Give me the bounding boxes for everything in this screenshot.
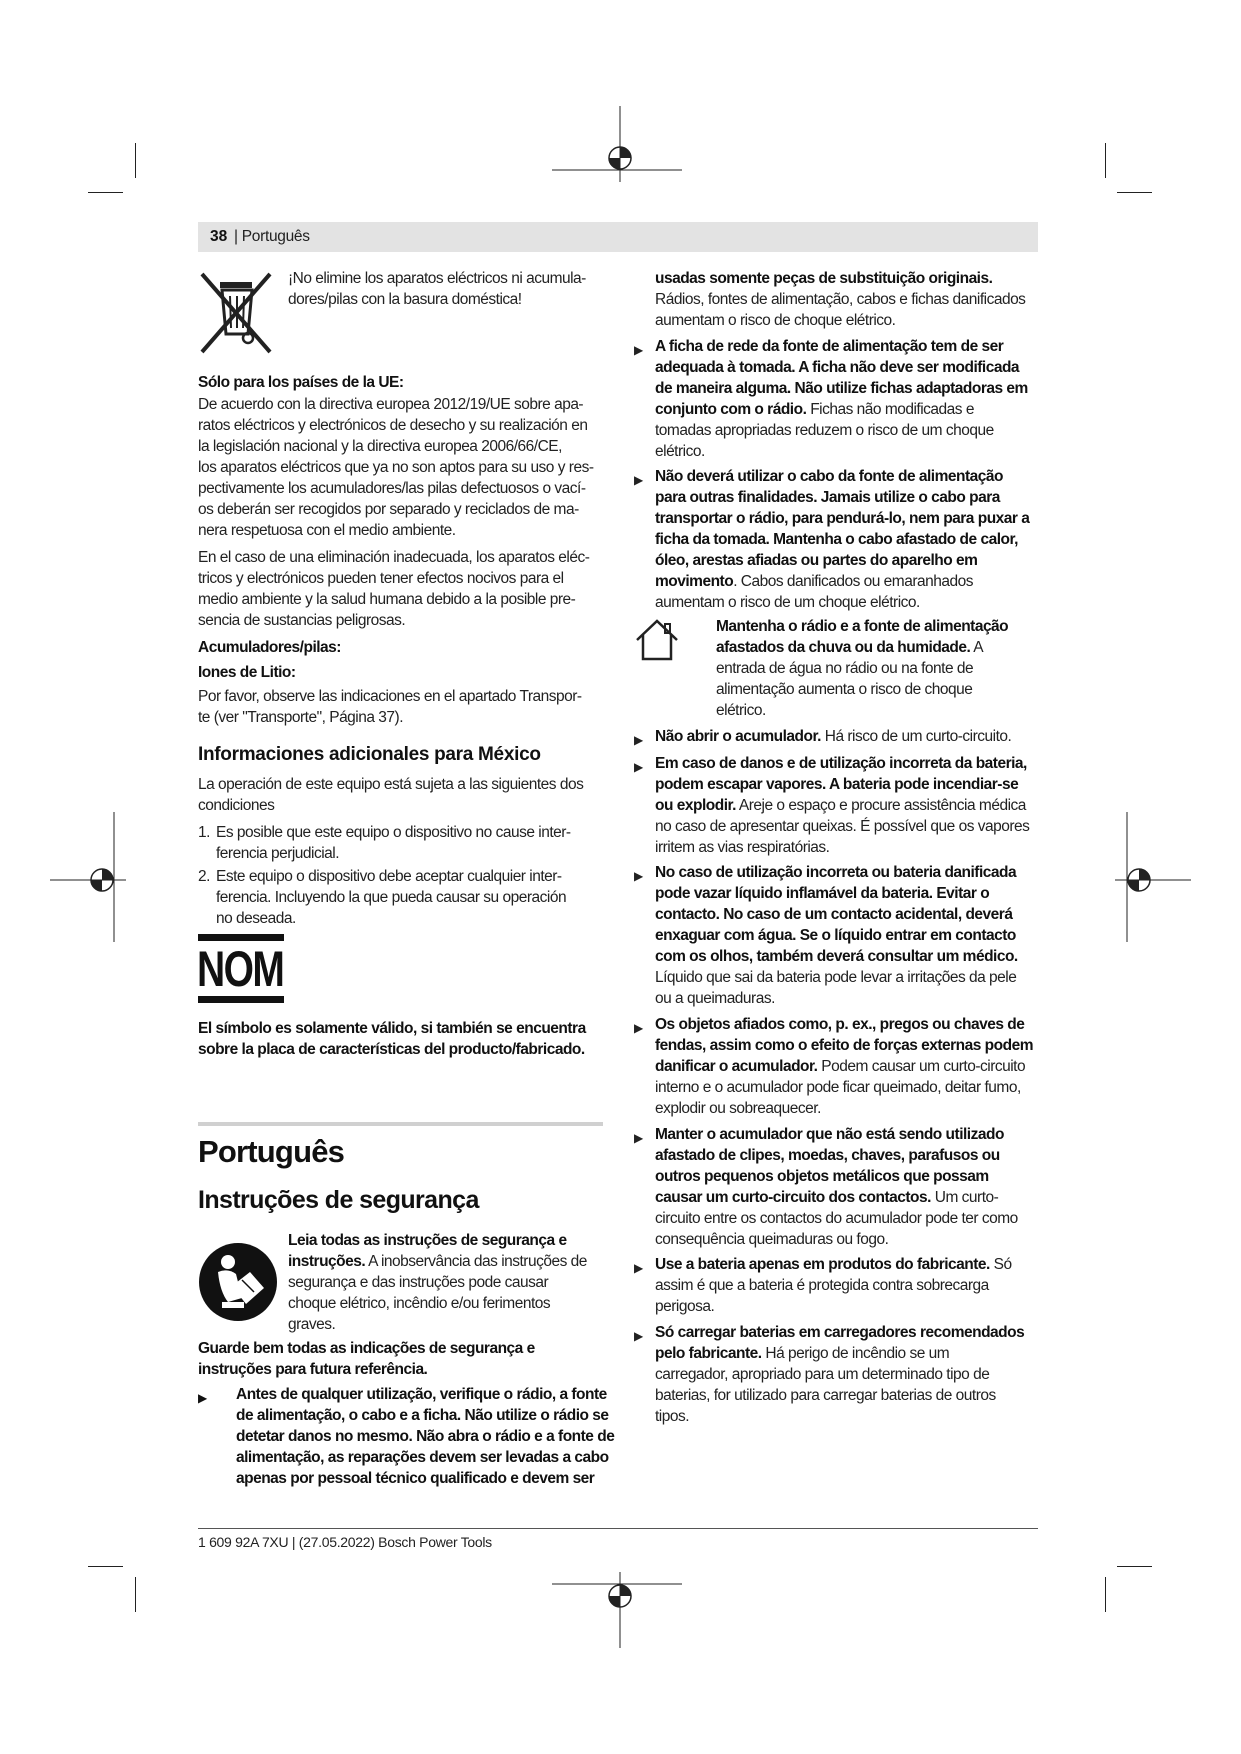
header-section: | Português [234,228,310,245]
bullet-bold: Em caso de danos e de utilização incorreta da bateria, podem escapar vapores. A bateria pode incendiar-se ou explodir. [655,755,1027,814]
mexico-condition-2 [198,866,618,929]
safety-bullet-3 [634,466,1044,613]
arrow-icon: ▶ [634,1131,643,1145]
bullet-text: Areje o espaço e procure assistência médica no caso de apresentar queixas. É possível que os vapores irritem as vias respiratórias. [655,797,1030,856]
safety-bullet-1 [198,1384,638,1489]
crop-mark [1105,143,1106,178]
arrow-icon: ▶ [634,343,643,357]
bullet-bold: A ficha de rede da fonte de alimentação tem de ser adequada à tomada. A ficha não deve ser modificada de maneira alguma. Não utilize fichas adaptadoras em conjunto com o rádio. [655,338,1028,418]
section-divider [198,1122,603,1126]
crop-mark [88,1566,123,1567]
arrow-icon: ▶ [198,1391,207,1405]
bullet-text: Só assim é que a bateria é protegida contra sobrecarga perigosa. [655,1256,1012,1315]
registration-mark-right [1113,810,1193,950]
mexico-intro: La operación de este equipo está sujeta a las siguientes dos condiciones [198,776,584,814]
read-instructions-bold: Leia todas as instruções de segurança e instruções. [288,1232,567,1270]
crop-mark [1117,1566,1152,1567]
bullet-bold: Só carregar baterias em carregadores recomendados pelo fabricante. [655,1324,1025,1362]
continued-bold: usadas somente peças de substituição originais. [655,270,993,287]
safety-bullet-8 [634,1124,1044,1250]
nom-logo [198,934,284,1004]
eu-paragraph-1: De acuerdo con la directiva europea 2012/19/UE sobre apa- ratos eléctricos y electrónicos de desecho y su realización en la legislación nacional y la directiva europea 2006/66/CE, los aparatos eléctricos que ya no son aptos para su uso y res- pectivamente los acumuladores/las pilas defectuosos o vací- os deberán ser recogidos por separado y reciclados de ma- nera respetuosa con el medio ambiente. [198,396,594,539]
safety-heading: Instruções de segurança [198,1186,479,1214]
bullet-text: Há risco de um curto-circuito. [820,728,1012,745]
mexico-condition-1 [198,822,618,864]
crop-mark [1105,1577,1106,1612]
arrow-icon: ▶ [634,733,643,747]
list-item-text: Este equipo o dispositivo debe aceptar cualquier inter- ferencia. Incluyendo la que pueda causar su operación no deseada. [216,868,567,927]
weee-bin-icon [198,268,274,358]
list-number: 2. [198,868,210,885]
bullet-text: Um curto- circuito entre os contactos do acumulador pode ter como consequência queimaduras ou fogo. [655,1189,1018,1248]
batteries-heading: Acumuladores/pilas: [198,639,341,656]
footer-text: 1 609 92A 7XU | (27.05.2022) Bosch Power Tools [198,1534,492,1550]
bullet-bold: Use a bateria apenas em produtos do fabricante. [655,1256,990,1273]
bullet-bold: Os objetos afiados como, p. ex., pregos ou chaves de fendas, assim como o efeito de forças externas podem danificar o acumulador. [655,1016,1033,1075]
page-number: 38 [210,228,228,245]
registration-mark-top [550,104,690,184]
house-warning-bold: Mantenha o rádio e a fonte de alimentação afastados da chuva ou da humidade. [716,618,1009,656]
list-number: 1. [198,824,210,841]
nom-text: El símbolo es solamente válido, si también se encuentra sobre la placa de características del producto/fabricado. [198,1020,586,1058]
arrow-icon: ▶ [634,1261,643,1275]
house-warning-body: A entrada de água no rádio ou na fonte de alimentação aumenta o risco de choque elétrico. [716,639,984,719]
arrow-icon: ▶ [634,869,643,883]
bullet-text: Podem causar um curto-circuito interno e o acumulador pode ficar queimado, deitar fumo, explodir ou sobreaquecer. [655,1058,1026,1117]
safety-bullet-5 [634,753,1044,858]
list-item-text: Es posible que este equipo o dispositivo no cause inter- ferencia perjudicial. [216,824,571,862]
bullet-text: Líquido que sai da bateria pode levar a irritações da pele ou a queimaduras. [655,969,1017,1007]
safety-bullet-4 [634,726,1044,747]
keep-instructions-text: Guarde bem todas as indicações de segurança e instruções para futura referência. [198,1340,535,1378]
registration-mark-bottom [550,1570,690,1650]
weee-text: ¡No elimine los aparatos eléctricos ni acumula- dores/pilas con la basura doméstica! [288,270,586,308]
safety-bullet-2 [634,336,1044,462]
read-instructions-text [288,1230,618,1335]
safety-bullet-10 [634,1322,1044,1427]
crop-mark [1117,192,1152,193]
bullet-bold: Não deverá utilizar o cabo da fonte de alimentação para outras finalidades. Jamais utilize o cabo para transportar o rádio, para pendurá-lo, nem para puxar a ficha da tomada. Mantenha o cabo afastado de calor, óleo, arestas afiadas ou partes do aparelho em movimento [655,468,1030,590]
safety-bullet-9 [634,1254,1044,1317]
bullet-bold: No caso de utilização incorreta ou bateria danificada pode vazar líquido inflamável da bateria. Evitar o contacto. No caso de um contacto acidental, deverá enxaguar com água. Se o líquido entrar em contacto com os olhos, também deverá consultar um médico. [655,864,1018,965]
mexico-heading: Informaciones adicionales para México [198,744,541,765]
arrow-icon: ▶ [634,760,643,774]
lithium-heading: Iones de Litio: [198,664,296,681]
arrow-icon: ▶ [634,1329,643,1343]
crop-mark [135,1577,136,1612]
read-manual-icon [198,1242,278,1322]
language-title: Português [198,1134,345,1169]
bullet-text: Fichas não modificadas e tomadas apropriadas reduzem o risco de um choque elétrico. [655,401,994,460]
crop-mark [88,192,123,193]
crop-mark [135,143,136,178]
page-header [198,222,1038,252]
bullet-text: Há perigo de incêndio se um carregador, apropriado para um determinado tipo de baterias, for utilizado para carregar baterias de outros tipos. [655,1345,996,1425]
house-icon [634,618,680,662]
bullet-text: . Cabos danificados ou emaranhados aumentam o risco de um choque elétrico. [655,573,973,611]
nom-logo-text: NOM [197,941,284,997]
continued-text: Rádios, fontes de alimentação, cabos e fichas danificados aumentam o risco de choque elétrico. [655,291,1026,329]
bullet-bold: Manter o acumulador que não está sendo utilizado afastado de clipes, moedas, chaves, parafusos ou outros pequenos objetos metálicos que possam causar um curto-circuito dos contactos. [655,1126,1004,1206]
safety-bullet-7 [634,1014,1044,1119]
footer-divider [198,1528,1038,1529]
lithium-text: Por favor, observe las indicaciones en el apartado Transpor- te (ver "Transporte", Página 37). [198,688,582,726]
bullet-bold: Não abrir o acumulador. [655,728,821,745]
house-warning-text [716,616,1046,721]
registration-mark-left [48,810,128,950]
read-instructions-body: A inobservância das instruções de segurança e das instruções pode causar choque elétrico, incêndio e/ou ferimentos graves. [288,1253,587,1333]
bullet-text: Antes de qualquer utilização, verifique o rádio, a fonte de alimentação, o cabo e a ficha. Não utilize o rádio se detetar danos no mesmo. Não abra o rádio e a fonte de alimentação, as reparações devem ser levadas a cabo apenas por pessoal técnico qualificado e devem ser [236,1386,615,1487]
arrow-icon: ▶ [634,473,643,487]
eu-heading: Sólo para los países de la UE: [198,374,404,391]
eu-paragraph-2: En el caso de una eliminación inadecuada, los aparatos eléc- tricos y electrónicos pueden tener efectos nocivos para el medio ambiente y la salud humana debido a la posible pre- sencia de sustancias peligrosas. [198,549,590,629]
safety-bullet-6 [634,862,1044,1009]
arrow-icon: ▶ [634,1021,643,1035]
